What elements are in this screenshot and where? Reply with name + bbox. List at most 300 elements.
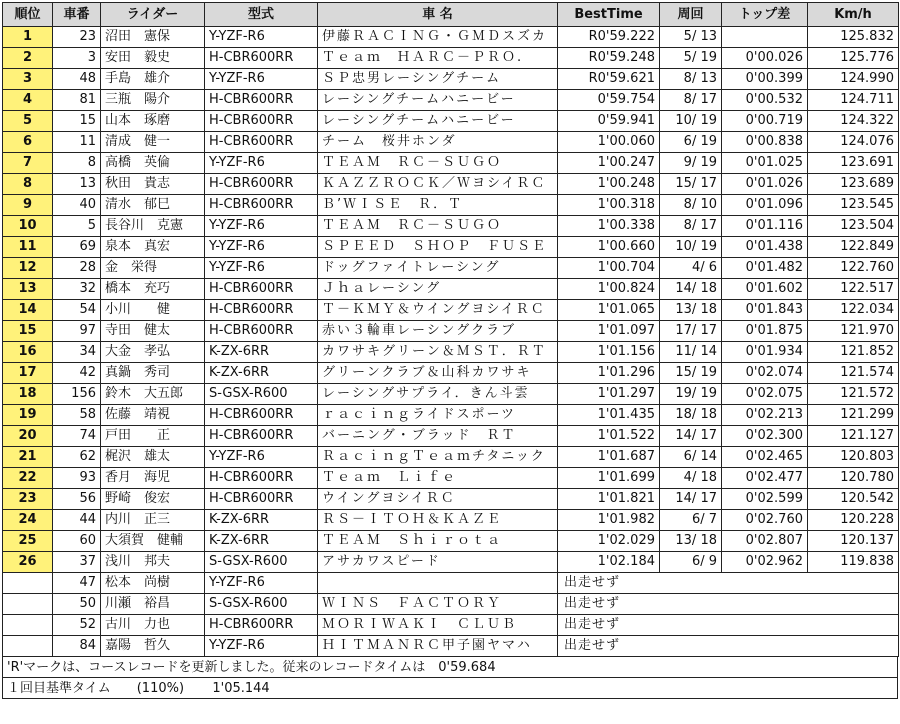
cell-model: S-GSX-R600 [205, 384, 318, 405]
dns-body [3, 573, 899, 657]
table-row [3, 237, 899, 258]
cell-dns-note: 出走せず [558, 615, 899, 636]
table-row [3, 174, 899, 195]
cell-dns-note: 出走せず [558, 636, 899, 657]
cell-number: 28 [53, 258, 101, 279]
cell-rider: 大須賀 健輔 [101, 531, 205, 552]
cell-number: 3 [53, 48, 101, 69]
cell-position: 12 [3, 258, 53, 279]
cell-speed: 120.228 [808, 510, 899, 531]
table-row [3, 468, 899, 489]
cell-team: ＲＳ－ＩＴＯＨ＆ＫＡＺＥ [318, 510, 558, 531]
header-gap: トップ差 [722, 3, 808, 27]
cell-model: H-CBR600RR [205, 174, 318, 195]
cell-laps: 4/ 18 [660, 468, 722, 489]
cell-team: ＷＩＮＳ ＦＡＣＴＯＲＹ [318, 594, 558, 615]
cell-gap: 0'02.465 [722, 447, 808, 468]
cell-laps: 8/ 17 [660, 90, 722, 111]
table-row [3, 426, 899, 447]
cell-laps: 14/ 17 [660, 489, 722, 510]
cell-number: 74 [53, 426, 101, 447]
cell-speed: 123.689 [808, 174, 899, 195]
cell-laps: 6/ 19 [660, 132, 722, 153]
cell-best-time: 1'01.065 [558, 300, 660, 321]
cell-team: ＴＥＡＭ ＲＣ－ＳＵＧＯ [318, 153, 558, 174]
cell-number: 40 [53, 195, 101, 216]
cell-laps: 4/ 6 [660, 258, 722, 279]
cell-laps: 10/ 19 [660, 237, 722, 258]
cell-position: 24 [3, 510, 53, 531]
cell-laps: 11/ 14 [660, 342, 722, 363]
cell-number: 5 [53, 216, 101, 237]
cell-rider: 松本 尚樹 [101, 573, 205, 594]
cell-best-time: 1'01.687 [558, 447, 660, 468]
record-note: 'R'マークは、コースレコードを更新しました。従来のレコードタイムは 0'59.684 [2, 657, 898, 678]
cell-gap: 0'02.807 [722, 531, 808, 552]
cell-rider: 香月 海児 [101, 468, 205, 489]
cell-rider: 梶沢 雄太 [101, 447, 205, 468]
cell-number: 97 [53, 321, 101, 342]
cell-rider: 金 栄得 [101, 258, 205, 279]
cell-position: 23 [3, 489, 53, 510]
cell-position: 25 [3, 531, 53, 552]
cell-number: 69 [53, 237, 101, 258]
cell-position: 9 [3, 195, 53, 216]
cell-speed: 121.970 [808, 321, 899, 342]
cell-best-time: 1'02.184 [558, 552, 660, 573]
cell-laps: 14/ 18 [660, 279, 722, 300]
cell-number: 42 [53, 363, 101, 384]
cell-speed: 120.137 [808, 531, 899, 552]
cell-position: 21 [3, 447, 53, 468]
header-laps: 周回 [660, 3, 722, 27]
cell-best-time: 0'59.754 [558, 90, 660, 111]
cell-gap: 0'02.075 [722, 384, 808, 405]
cell-gap: 0'01.026 [722, 174, 808, 195]
qualify-time: 1'05.144 [212, 681, 270, 696]
cell-number: 62 [53, 447, 101, 468]
cell-position: 22 [3, 468, 53, 489]
cell-position: 26 [3, 552, 53, 573]
cell-best-time: 1'01.097 [558, 321, 660, 342]
cell-number: 48 [53, 69, 101, 90]
table-row [3, 300, 899, 321]
cell-speed: 121.572 [808, 384, 899, 405]
cell-gap: 0'02.599 [722, 489, 808, 510]
cell-model: H-CBR600RR [205, 132, 318, 153]
table-row [3, 405, 899, 426]
cell-rider: 沼田 憲保 [101, 27, 205, 48]
cell-model: Y-YZF-R6 [205, 27, 318, 48]
cell-number: 54 [53, 300, 101, 321]
table-row [3, 279, 899, 300]
cell-gap: 0'01.482 [722, 258, 808, 279]
cell-laps: 13/ 18 [660, 531, 722, 552]
table-row [3, 153, 899, 174]
cell-position: 5 [3, 111, 53, 132]
cell-team: ＲａｃｉｎｇＴｅａｍチタニック [318, 447, 558, 468]
cell-gap: 0'00.399 [722, 69, 808, 90]
table-row [3, 27, 899, 48]
cell-team: Ｔ－ＫＭＹ＆ウイングヨシイＲＣ [318, 300, 558, 321]
cell-position-empty [3, 615, 53, 636]
cell-best-time: 1'01.297 [558, 384, 660, 405]
table-row [3, 258, 899, 279]
cell-rider: 佐藤 靖視 [101, 405, 205, 426]
header-model: 型式 [205, 3, 318, 27]
dns-row [3, 636, 899, 657]
cell-rider: 高橋 英倫 [101, 153, 205, 174]
cell-gap: 0'00.026 [722, 48, 808, 69]
cell-best-time: 1'01.435 [558, 405, 660, 426]
cell-position: 3 [3, 69, 53, 90]
cell-speed: 123.691 [808, 153, 899, 174]
cell-rider: 橋本 充巧 [101, 279, 205, 300]
cell-best-time: 1'01.821 [558, 489, 660, 510]
cell-number: 81 [53, 90, 101, 111]
cell-team: 赤い３輪車レーシングクラブ [318, 321, 558, 342]
cell-model: S-GSX-R600 [205, 552, 318, 573]
cell-model: H-CBR600RR [205, 468, 318, 489]
cell-model: H-CBR600RR [205, 426, 318, 447]
cell-rider: 泉本 真宏 [101, 237, 205, 258]
header-speed: Km/h [808, 3, 899, 27]
cell-laps: 6/ 14 [660, 447, 722, 468]
cell-gap: 0'01.602 [722, 279, 808, 300]
cell-gap: 0'02.760 [722, 510, 808, 531]
cell-laps: 18/ 18 [660, 405, 722, 426]
cell-model: S-GSX-R600 [205, 594, 318, 615]
cell-laps: 14/ 17 [660, 426, 722, 447]
cell-model: K-ZX-6RR [205, 510, 318, 531]
cell-rider: 真鍋 秀司 [101, 363, 205, 384]
cell-team: ドッグファイトレーシング [318, 258, 558, 279]
cell-laps: 8/ 17 [660, 216, 722, 237]
cell-position: 20 [3, 426, 53, 447]
cell-position-empty [3, 636, 53, 657]
cell-model: Y-YZF-R6 [205, 69, 318, 90]
cell-speed: 121.299 [808, 405, 899, 426]
table-row [3, 111, 899, 132]
cell-position: 19 [3, 405, 53, 426]
cell-model: H-CBR600RR [205, 279, 318, 300]
cell-best-time: 1'02.029 [558, 531, 660, 552]
cell-laps: 8/ 13 [660, 69, 722, 90]
cell-best-time: 1'01.522 [558, 426, 660, 447]
cell-team: ＫＡＺＺＲＯＣＫ／ＷヨシイＲＣ [318, 174, 558, 195]
cell-team: Ｔｅａｍ ＨＡＲＣ－ＰＲＯ. [318, 48, 558, 69]
cell-number: 34 [53, 342, 101, 363]
cell-number: 44 [53, 510, 101, 531]
cell-speed: 124.322 [808, 111, 899, 132]
cell-model: Y-YZF-R6 [205, 447, 318, 468]
cell-team: レーシングチームハニービー [318, 111, 558, 132]
cell-rider: 小川 健 [101, 300, 205, 321]
header-position: 順位 [3, 3, 53, 27]
cell-best-time: 1'00.318 [558, 195, 660, 216]
cell-model: H-CBR600RR [205, 489, 318, 510]
cell-gap [722, 27, 808, 48]
cell-best-time: 1'00.247 [558, 153, 660, 174]
cell-best-time: 0'59.941 [558, 111, 660, 132]
cell-speed: 119.838 [808, 552, 899, 573]
cell-dns-note: 出走せず [558, 573, 899, 594]
cell-speed: 123.504 [808, 216, 899, 237]
cell-best-time: 1'00.824 [558, 279, 660, 300]
cell-speed: 121.852 [808, 342, 899, 363]
cell-position: 13 [3, 279, 53, 300]
cell-team: アサカワスピード [318, 552, 558, 573]
cell-best-time: R0'59.621 [558, 69, 660, 90]
cell-number: 32 [53, 279, 101, 300]
cell-number: 60 [53, 531, 101, 552]
cell-best-time: 1'01.296 [558, 363, 660, 384]
cell-best-time: 1'00.660 [558, 237, 660, 258]
cell-best-time: R0'59.248 [558, 48, 660, 69]
cell-gap: 0'01.875 [722, 321, 808, 342]
cell-rider: 秋田 貴志 [101, 174, 205, 195]
cell-position: 17 [3, 363, 53, 384]
cell-speed: 121.127 [808, 426, 899, 447]
cell-model: Y-YZF-R6 [205, 573, 318, 594]
table-row [3, 363, 899, 384]
cell-team: ＭＯＲＩＷＡＫＩ ＣＬＵＢ [318, 615, 558, 636]
cell-speed: 124.711 [808, 90, 899, 111]
cell-position-empty [3, 573, 53, 594]
cell-rider: 安田 毅史 [101, 48, 205, 69]
cell-best-time: 1'00.704 [558, 258, 660, 279]
cell-laps: 15/ 17 [660, 174, 722, 195]
cell-speed: 125.832 [808, 27, 899, 48]
results-sheet [2, 2, 898, 699]
cell-gap: 0'02.213 [722, 405, 808, 426]
cell-position: 14 [3, 300, 53, 321]
header-row [3, 3, 899, 27]
cell-gap: 0'00.532 [722, 90, 808, 111]
cell-model: H-CBR600RR [205, 615, 318, 636]
cell-model: H-CBR600RR [205, 90, 318, 111]
header-team: 車 名 [318, 3, 558, 27]
cell-rider: 浅川 邦夫 [101, 552, 205, 573]
cell-gap: 0'02.477 [722, 468, 808, 489]
cell-position: 15 [3, 321, 53, 342]
cell-gap: 0'01.438 [722, 237, 808, 258]
results-body [3, 27, 899, 573]
cell-number: 37 [53, 552, 101, 573]
cell-number: 50 [53, 594, 101, 615]
cell-rider: 古川 力也 [101, 615, 205, 636]
table-row [3, 90, 899, 111]
table-row [3, 447, 899, 468]
cell-speed: 123.545 [808, 195, 899, 216]
cell-team: チーム 桜井ホンダ [318, 132, 558, 153]
cell-team: Ｔｅａｍ Ｌｉｆｅ [318, 468, 558, 489]
cell-model: H-CBR600RR [205, 321, 318, 342]
cell-model: H-CBR600RR [205, 48, 318, 69]
cell-number: 8 [53, 153, 101, 174]
cell-rider: 内川 正三 [101, 510, 205, 531]
cell-model: K-ZX-6RR [205, 531, 318, 552]
cell-speed: 124.076 [808, 132, 899, 153]
cell-model: H-CBR600RR [205, 195, 318, 216]
cell-laps: 6/ 9 [660, 552, 722, 573]
header-rider: ライダー [101, 3, 205, 27]
cell-model: K-ZX-6RR [205, 342, 318, 363]
cell-model: K-ZX-6RR [205, 363, 318, 384]
cell-laps: 6/ 7 [660, 510, 722, 531]
cell-gap: 0'00.838 [722, 132, 808, 153]
cell-team: 伊藤ＲＡＣＩＮＧ・ＧＭＤスズカ [318, 27, 558, 48]
cell-team [318, 573, 558, 594]
cell-position: 1 [3, 27, 53, 48]
dns-row [3, 594, 899, 615]
cell-model: H-CBR600RR [205, 405, 318, 426]
cell-laps: 17/ 17 [660, 321, 722, 342]
cell-position: 18 [3, 384, 53, 405]
cell-speed: 120.803 [808, 447, 899, 468]
table-row [3, 384, 899, 405]
header-number: 車番 [53, 3, 101, 27]
cell-gap: 0'02.962 [722, 552, 808, 573]
cell-team: レーシングサプライ．きん斗雲 [318, 384, 558, 405]
cell-team: レーシングチームハニービー [318, 90, 558, 111]
cell-speed: 121.574 [808, 363, 899, 384]
cell-team: ＴＥＡＭ Ｓｈｉｒｏｔａ [318, 531, 558, 552]
table-row [3, 132, 899, 153]
cell-model: Y-YZF-R6 [205, 237, 318, 258]
table-row [3, 216, 899, 237]
cell-team: ｒａｃｉｎｇライドスポーツ [318, 405, 558, 426]
cell-speed: 120.780 [808, 468, 899, 489]
cell-number: 13 [53, 174, 101, 195]
cell-number: 47 [53, 573, 101, 594]
cell-laps: 9/ 19 [660, 153, 722, 174]
cell-team: バーニング・ブラッド ＲＴ [318, 426, 558, 447]
cell-speed: 122.034 [808, 300, 899, 321]
cell-number: 156 [53, 384, 101, 405]
cell-laps: 10/ 19 [660, 111, 722, 132]
cell-model: Y-YZF-R6 [205, 216, 318, 237]
cell-position: 16 [3, 342, 53, 363]
cell-best-time: 1'00.338 [558, 216, 660, 237]
qualify-line [2, 678, 898, 699]
cell-gap: 0'02.300 [722, 426, 808, 447]
cell-number: 15 [53, 111, 101, 132]
cell-rider: 戸田 正 [101, 426, 205, 447]
cell-team: ＴＥＡＭ ＲＣ－ＳＵＧＯ [318, 216, 558, 237]
cell-team: グリーンクラブ＆山科カワサキ [318, 363, 558, 384]
cell-laps: 15/ 19 [660, 363, 722, 384]
table-row [3, 510, 899, 531]
cell-position: 11 [3, 237, 53, 258]
table-row [3, 552, 899, 573]
cell-gap: 0'02.074 [722, 363, 808, 384]
cell-gap: 0'01.934 [722, 342, 808, 363]
cell-rider: 嘉陽 哲久 [101, 636, 205, 657]
cell-team: ＳＰ忠男レーシングチーム [318, 69, 558, 90]
cell-gap: 0'00.719 [722, 111, 808, 132]
cell-rider: 川瀬 裕昌 [101, 594, 205, 615]
cell-number: 58 [53, 405, 101, 426]
results-table [2, 2, 899, 657]
cell-team: ＨＩＴＭＡＮＲＣ甲子園ヤマハ [318, 636, 558, 657]
header-best-time: BestTime [558, 3, 660, 27]
dns-row [3, 615, 899, 636]
cell-number: 84 [53, 636, 101, 657]
cell-team: Ｊｈａレーシング [318, 279, 558, 300]
cell-gap: 0'01.843 [722, 300, 808, 321]
cell-best-time: R0'59.222 [558, 27, 660, 48]
cell-dns-note: 出走せず [558, 594, 899, 615]
table-row [3, 195, 899, 216]
table-row [3, 69, 899, 90]
cell-number: 93 [53, 468, 101, 489]
cell-team: Ｂ’ＷＩＳＥ Ｒ．Ｔ [318, 195, 558, 216]
cell-team: ＳＰＥＥＤ ＳＨＯＰ ＦＵＳＥ [318, 237, 558, 258]
cell-speed: 122.517 [808, 279, 899, 300]
cell-best-time: 1'00.248 [558, 174, 660, 195]
cell-gap: 0'01.096 [722, 195, 808, 216]
cell-rider: 山本 琢磨 [101, 111, 205, 132]
cell-position-empty [3, 594, 53, 615]
dns-row [3, 573, 899, 594]
cell-number: 11 [53, 132, 101, 153]
cell-number: 52 [53, 615, 101, 636]
cell-rider: 清水 郁巳 [101, 195, 205, 216]
cell-model: Y-YZF-R6 [205, 258, 318, 279]
cell-position: 8 [3, 174, 53, 195]
cell-position: 4 [3, 90, 53, 111]
cell-speed: 122.760 [808, 258, 899, 279]
cell-team: カワサキグリーン＆ＭＳＴ．ＲＴ [318, 342, 558, 363]
cell-rider: 寺田 健太 [101, 321, 205, 342]
cell-speed: 122.849 [808, 237, 899, 258]
cell-model: Y-YZF-R6 [205, 153, 318, 174]
cell-team: ウイングヨシイＲＣ [318, 489, 558, 510]
table-row [3, 48, 899, 69]
cell-speed: 124.990 [808, 69, 899, 90]
table-row [3, 489, 899, 510]
cell-rider: 野崎 俊宏 [101, 489, 205, 510]
cell-position: 2 [3, 48, 53, 69]
cell-best-time: 1'00.060 [558, 132, 660, 153]
cell-rider: 大金 孝弘 [101, 342, 205, 363]
cell-speed: 120.542 [808, 489, 899, 510]
qualify-label: １回目基準タイム (110%) [7, 681, 185, 696]
cell-laps: 5/ 13 [660, 27, 722, 48]
cell-number: 23 [53, 27, 101, 48]
cell-best-time: 1'01.699 [558, 468, 660, 489]
cell-position: 6 [3, 132, 53, 153]
cell-rider: 手島 雄介 [101, 69, 205, 90]
cell-rider: 長谷川 克憲 [101, 216, 205, 237]
cell-best-time: 1'01.982 [558, 510, 660, 531]
cell-laps: 13/ 18 [660, 300, 722, 321]
cell-model: H-CBR600RR [205, 111, 318, 132]
table-row [3, 531, 899, 552]
cell-laps: 19/ 19 [660, 384, 722, 405]
table-row [3, 321, 899, 342]
cell-position: 7 [3, 153, 53, 174]
cell-rider: 清成 健一 [101, 132, 205, 153]
cell-gap: 0'01.116 [722, 216, 808, 237]
cell-best-time: 1'01.156 [558, 342, 660, 363]
cell-laps: 8/ 10 [660, 195, 722, 216]
cell-rider: 三瓶 陽介 [101, 90, 205, 111]
table-row [3, 342, 899, 363]
cell-gap: 0'01.025 [722, 153, 808, 174]
cell-model: H-CBR600RR [205, 300, 318, 321]
